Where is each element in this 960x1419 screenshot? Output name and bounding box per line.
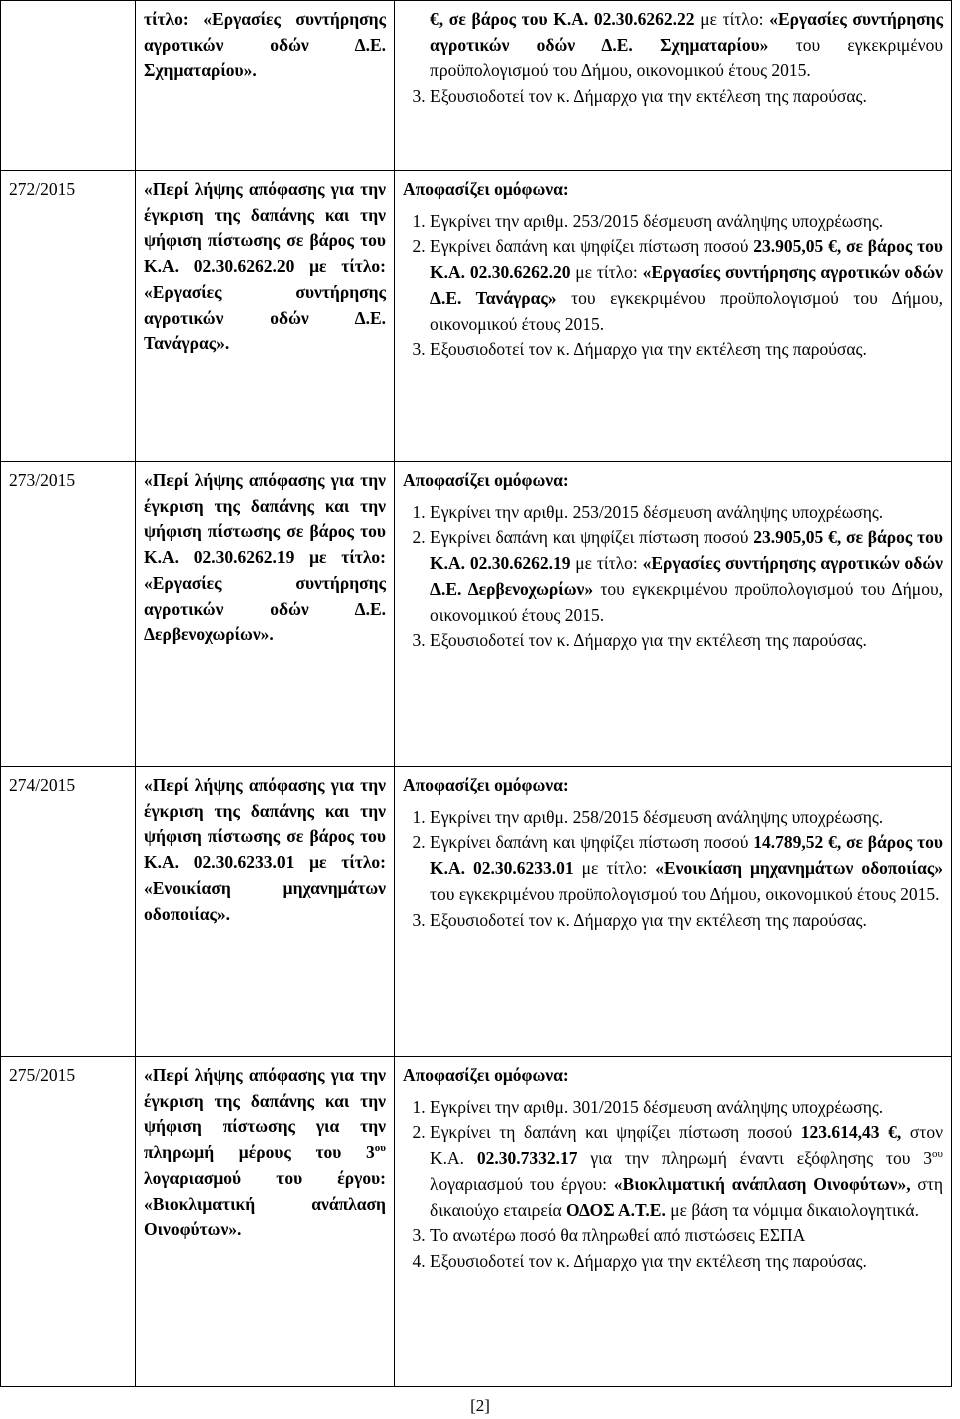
decision-item: 2. Εγκρίνει δαπάνη και ψηφίζει πίστωση ποσού 23.905,05 €, σε βάρος του Κ.Α. 02.30.6262.19 με τίτλο: «Εργασίες συντήρησης αγροτικών οδών Δ.Ε. Δερβενοχωρίων» του εγκεκριμένου προϋπολογισμού του Δήμου, οικονομικού έτους 2015.: [430, 525, 943, 628]
table-row: [1, 171, 952, 462]
decision-cell: [395, 767, 952, 1057]
decision-number: 273/2015: [9, 470, 76, 490]
decision-item: 1. Εγκρίνει την αριθμ. 301/2015 δέσμευση ανάληψης υποχρέωσης.: [430, 1095, 943, 1121]
subject-cell: [136, 462, 395, 767]
decision-number-cell: [1, 171, 136, 462]
decision-item: 3. Το ανωτέρω ποσό θα πληρωθεί από πιστώσεις ΕΣΠΑ: [430, 1223, 943, 1249]
table-row: [1, 1, 952, 171]
decision-number: 274/2015: [9, 775, 76, 795]
decision-header: Αποφασίζει ομόφωνα:: [403, 470, 569, 490]
subject-cell: [136, 1, 395, 171]
table-row: [1, 462, 952, 767]
decision-number-cell: [1, 1057, 136, 1387]
decision-item: 3. Εξουσιοδοτεί τον κ. Δήμαρχο για την εκτέλεση της παρούσας.: [430, 84, 943, 110]
decision-header: Αποφασίζει ομόφωνα:: [403, 775, 569, 795]
decision-cell: [395, 462, 952, 767]
page-number: [2]: [470, 1396, 490, 1415]
decision-item: 2. Εγκρίνει δαπάνη και ψηφίζει πίστωση ποσού 23.905,05 €, σε βάρος του Κ.Α. 02.30.6262.20 με τίτλο: «Εργασίες συντήρησης αγροτικών οδών Δ.Ε. Τανάγρας» του εγκεκριμένου προϋπολογισμού του Δήμου, οικονομικού έτους 2015.: [430, 234, 943, 337]
decision-cell: [395, 171, 952, 462]
decision-item: 3. Εξουσιοδοτεί τον κ. Δήμαρχο για την εκτέλεση της παρούσας.: [430, 337, 943, 363]
decision-item: 2. Εγκρίνει δαπάνη και ψηφίζει πίστωση ποσού 14.789,52 €, σε βάρος του Κ.Α. 02.30.6233.01 με τίτλο: «Ενοικίαση μηχανημάτων οδοποιίας» του εγκεκριμένου προϋπολογισμού του Δήμου, οικονομικού έτους 2015.: [430, 830, 943, 907]
table-row: [1, 767, 952, 1057]
decision-header: Αποφασίζει ομόφωνα:: [403, 179, 569, 199]
decision-item: 1. Εγκρίνει την αριθμ. 258/2015 δέσμευση ανάληψης υποχρέωσης.: [430, 805, 943, 831]
decision-item: 1. Εγκρίνει την αριθμ. 253/2015 δέσμευση ανάληψης υποχρέωσης.: [430, 209, 943, 235]
subject-text: τίτλο: «Εργασίες συντήρησης αγροτικών οδών Δ.Ε. Σχηματαρίου».: [144, 9, 386, 81]
decision-cell: [395, 1, 952, 171]
decision-item: 3. Εξουσιοδοτεί τον κ. Δήμαρχο για την εκτέλεση της παρούσας.: [430, 628, 943, 654]
subject-cell: «Περί λήψης απόφασης για την έγκριση της δαπάνης και την ψήφιση πίστωσης για την πληρωμή μέρους του $3^{o\upsilon}$ λογαριασμού του έργου: «Βιοκλιματική ανάπλαση Οινοφύτων».: [136, 1057, 395, 1387]
decision-number-cell: [1, 462, 136, 767]
subject-text: «Περί λήψης απόφασης για την έγκριση της δαπάνης και την ψήφιση πίστωσης σε βάρος του Κ.Α. 02.30.6233.01 με τίτλο: «Ενοικίαση μηχανημάτων οδοποιίας».: [144, 775, 386, 924]
subject-text: «Περί λήψης απόφασης για την έγκριση της δαπάνης και την ψήφιση πίστωσης για την: [144, 1065, 386, 1137]
item-2-continued: €, σε βάρος του Κ.Α. 02.30.6262.22 με τίτλο: «Εργασίες συντήρησης αγροτικών οδών Δ.Ε. Σχηματαρίου» του εγκεκριμένου προϋπολογισμού του Δήμου, οικονομικού έτους 2015.: [430, 9, 943, 81]
decision-item: 1. Εγκρίνει την αριθμ. 253/2015 δέσμευση ανάληψης υποχρέωσης.: [430, 500, 943, 526]
decision-item: 2. Εγκρίνει τη δαπάνη και ψηφίζει πίστωση ποσού 123.614,43 €, στον Κ.Α. 02.30.7332.17 για την πληρωμή έναντι εξόφλησης του $3^{o\upsilon}$ λογαριασμού του έργου: «Βιοκλιματική ανάπλαση Οινοφύτων», στη δικαιούχο εταιρεία ΟΔΟΣ Α.Τ.Ε. με βάση τα νόμιμα δικαιολογητικά.: [430, 1120, 943, 1223]
decision-cell: [395, 1057, 952, 1387]
decision-number-cell: [1, 1, 136, 171]
decision-item: 4. Εξουσιοδοτεί τον κ. Δήμαρχο για την εκτέλεση της παρούσας.: [430, 1249, 943, 1275]
decision-number: 275/2015: [9, 1065, 76, 1085]
subject-cell: [136, 171, 395, 462]
subject-text: «Περί λήψης απόφασης για την έγκριση της δαπάνης και την ψήφιση πίστωσης σε βάρος του Κ.Α. 02.30.6262.20 με τίτλο: «Εργασίες συντήρησης αγροτικών οδών Δ.Ε. Τανάγρας».: [144, 179, 386, 354]
decision-item: 3. Εξουσιοδοτεί τον κ. Δήμαρχο για την εκτέλεση της παρούσας.: [430, 908, 943, 934]
decision-header: Αποφασίζει ομόφωνα:: [403, 1065, 569, 1085]
subject-text: «Περί λήψης απόφασης για την έγκριση της δαπάνης και την ψήφιση πίστωσης σε βάρος του Κ.Α. 02.30.6262.19 με τίτλο: «Εργασίες συντήρησης αγροτικών οδών Δ.Ε. Δερβενοχωρίων».: [144, 470, 386, 645]
subject-cell: [136, 767, 395, 1057]
decision-number: 272/2015: [9, 179, 76, 199]
decision-number-cell: [1, 767, 136, 1057]
table-row: [1, 1057, 952, 1387]
